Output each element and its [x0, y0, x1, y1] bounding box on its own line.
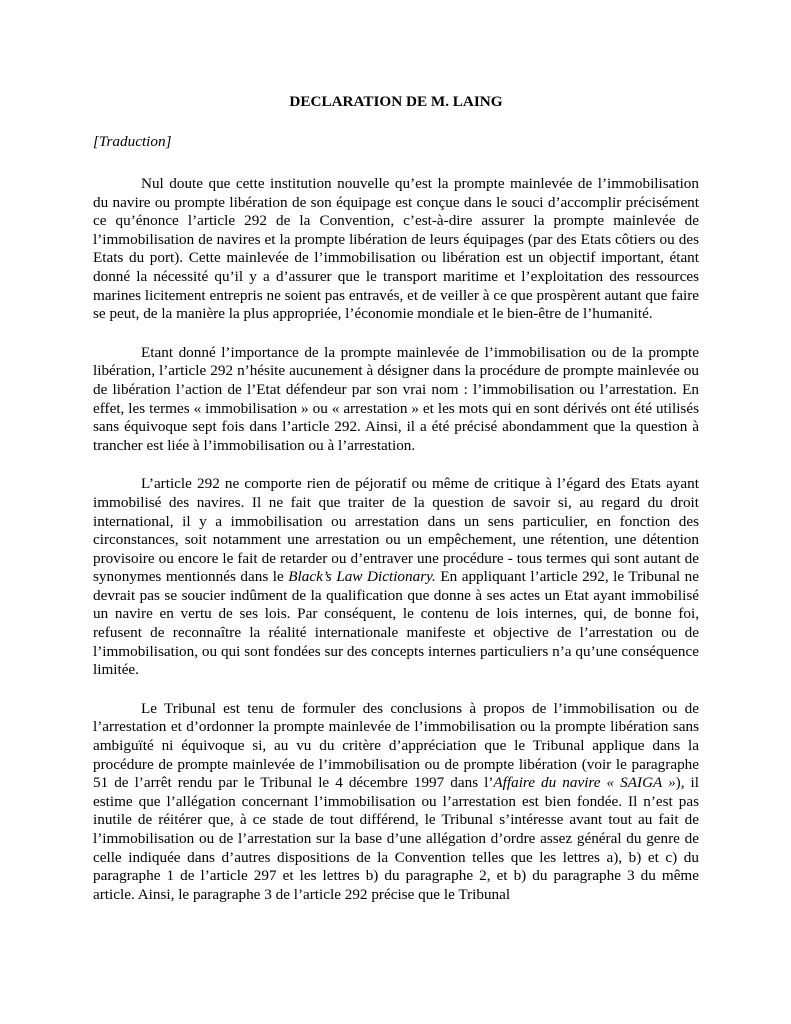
paragraph-3-text-end: En appliquant l’article 292, le Tribunal ne devrait pas se soucier indûment de la qualification que donne à ses actes un Etat ayant immobilisé un navire en vertu de ses lois. Par conséquent, le contenu de lois internes, qui, de bonne foi, refusent de reconnaître la réalité internationale manifeste et objective de l’arrestation ou de l’immobilisation, ou qui sont fondées sur des concepts internes particuliers n’a qu’une conséquence limitée. — [93, 568, 700, 679]
document-title: DECLARATION DE M. LAING — [289, 93, 503, 110]
paragraph-3-text: L’article 292 ne comporte rien de péjoratif ou même de critique à l’égard des Etats ayant immobilisé des navires. Il ne fait que traiter de la question de savoir si, au regard du droit international, il y a immobilisation ou arrestation dans un sens particulier, en fonction des circonstances, soit notamment une arrestation ou un empêchement, une rétention, une détention provisoire ou encore le fait de retarder ou d’entraver une procédure - tous termes qui sont autant de synonymes mentionnés dans le — [93, 475, 699, 586]
translation-note: [Traduction] — [93, 133, 172, 150]
paragraph-3 — [93, 475, 699, 680]
paragraph-1 — [93, 175, 699, 324]
paragraph-4-text: Le Tribunal est tenu de formuler des conclusions à propos de l’immobilisation ou de l’arrestation et d’ordonner la prompte mainlevée de l’immobilisation ou la prompte libération sans ambiguïté ni équivoque si, au vu du critère d’appréciation que le Tribunal applique dans la procédure de prompte mainlevée de l’immobilisation ou de prompte libération (voir le paragraphe 51 de l’arrêt rendu par le Tribunal le 4 décembre 1997 dans l’ — [93, 699, 699, 792]
paragraph-4-text-end: ), il estime que l’allégation concernant l’immobilisation ou l’arrestation est bien fondée. Il n’est pas inutile de réitérer que, à ce stade de tout différend, le Tribunal s’intéresse avant tout au fait de l’immobilisation ou de l’arrestation sur la base d’une allégation d’ordre assez général du genre de celle indiquée dans d’autres dispositions de la Convention telles que les lettres a), b) et c) du paragraphe 1 de l’article 297 et les lettres b) du paragraphe 2, et b) du paragraphe 3 du même article. Ainsi, le paragraphe 3 de l’article 292 précise que le Tribunal — [93, 774, 699, 903]
paragraph-4 — [93, 700, 699, 905]
paragraph-1-text: Nul doute que cette institution nouvelle qu’est la prompte mainlevée de l’immobilisation du navire ou prompte libération de son équipage est conçue dans le souci d’accomplir précisément ce qu’énonce l’article 292 de la Convention, c’est-à-dire assurer la prompte mainlevée de l’immobilisation de navires et la prompte libération de leurs équipages (par des Etats côtiers ou des Etats du port). Cette mainlevée de l’immobilisation ou libération est un objectif important, étant donné la nécessité qu’il y a d’assurer que le transport maritime et l’exploitation des ressources marines licitement entrepris ne soient pas entravés, et de veiller à ce que prospèrent autant que faire se peut, de la manière la plus appropriée, l’économie mondiale et le bien-être de l’humanité. — [93, 175, 699, 323]
paragraph-4-case-name: Affaire du navire « SAIGA » — [493, 774, 676, 792]
document-page — [93, 92, 699, 924]
paragraph-2-text: Etant donné l’importance de la prompte mainlevée de l’immobilisation ou de la prompte libération, l’article 292 n’hésite aucunement à désigner dans la procédure de prompte mainlevée ou de libération l’action de l’Etat défendeur par son vrai nom : l’immobilisation ou l’arrestation. En effet, les termes « immobilisation » ou « arrestation » et les mots qui en sont dérivés ont été utilisés sans équivoque sept fois dans l’article 292. Ainsi, il a été précisé abondamment que la question à trancher est liée à l’immobilisation ou à l’arrestation. — [93, 343, 699, 454]
paragraph-3-citation: Black’s Law Dictionary. — [288, 568, 436, 586]
paragraph-2 — [93, 344, 699, 456]
